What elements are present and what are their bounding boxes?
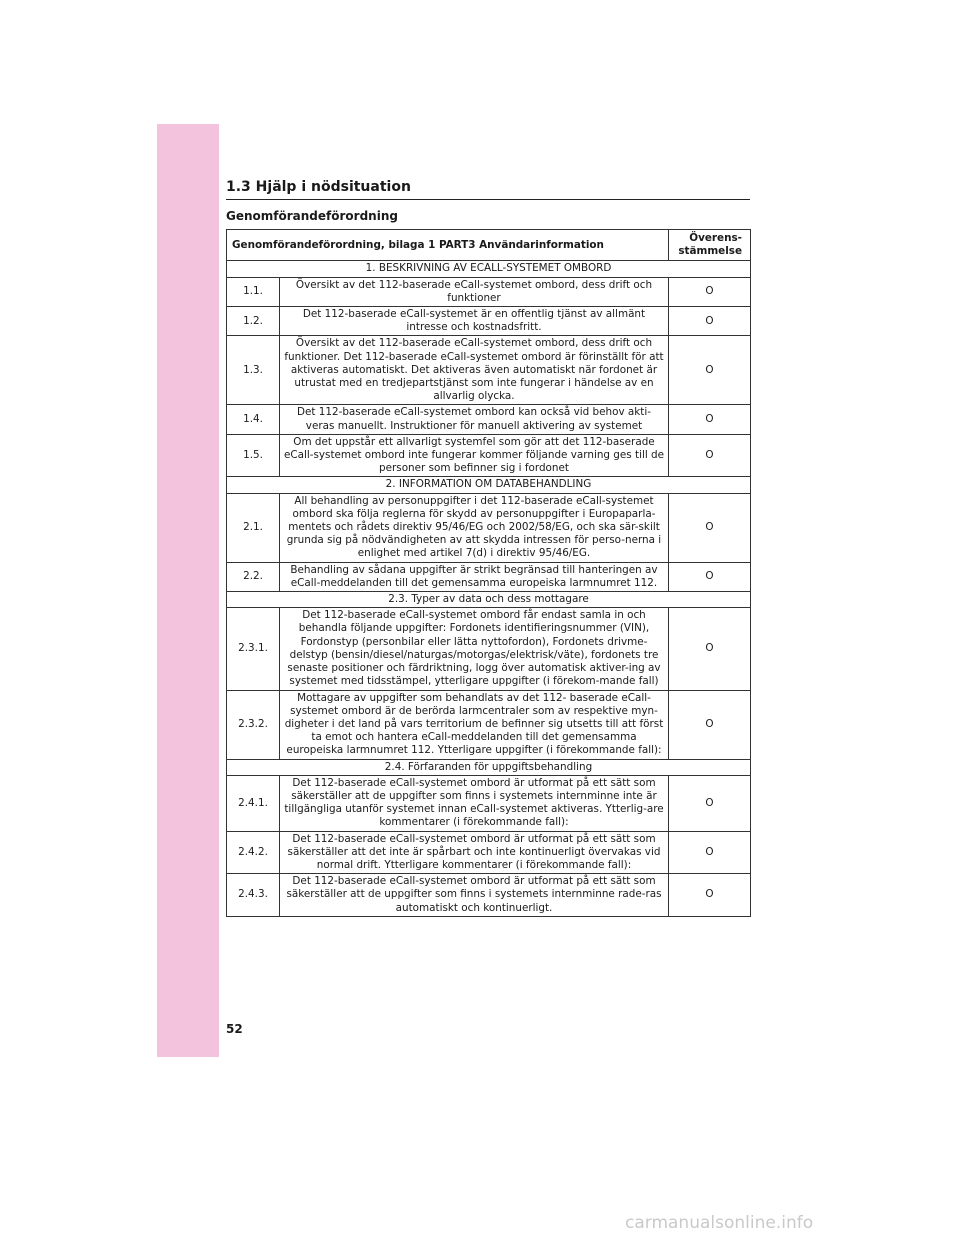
row-description: Behandling av sådana uppgifter är strikt begränsad till hanteringen av eCall-meddelanden till det gemensamma europeiska larmnumret 112.: [280, 562, 669, 591]
header-conformity-label: Överens- stämmelse: [678, 232, 742, 258]
section-heading: 2.3. Typer av data och dess mottagare: [227, 592, 751, 608]
table-row: [227, 307, 751, 336]
row-number: 2.3.1.: [227, 608, 280, 690]
table-header-row: [227, 230, 751, 261]
row-number: 2.4.1.: [227, 775, 280, 831]
section-heading: 1. BESKRIVNING AV ECALL-SYSTEMET OMBORD: [227, 261, 751, 277]
row-description: Mottagare av uppgifter som behandlats av det 112- baserade eCall-systemet ombord är de berörda larmcentraler som av respektive myn-digheter i det land på vars territorium de befinner sig utsetts till att först ta emot och hantera eCall-meddelanden till det gemensamma europeiska larmnumret 112. Ytterligare uppgifter (i förekommande fall):: [280, 690, 669, 759]
row-description: All behandling av personuppgifter i det 112-baserade eCall-systemet ombord ska följa reglerna för skydd av personuppgifter i Europaparla-mentets och rådets direktiv 95/46/EG och 2002/58/EG, och ska sär-skilt grunda sig på nödvändigheten av att skydda intressen för perso-nerna i enlighet med artikel 7(d) i direktiv 95/46/EG.: [280, 493, 669, 562]
document-heading: Genomförandeförordning: [226, 209, 398, 223]
row-conformity: O: [669, 608, 751, 690]
table-row: [227, 831, 751, 874]
row-conformity: O: [669, 775, 751, 831]
row-conformity: O: [669, 307, 751, 336]
row-conformity: O: [669, 831, 751, 874]
row-description: Det 112-baserade eCall-systemet ombord kan också vid behov akti-veras manuellt. Instruktioner för manuell aktivering av systemet: [280, 405, 669, 434]
row-number: 2.3.2.: [227, 690, 280, 759]
section-row: [227, 592, 751, 608]
section-row: [227, 759, 751, 775]
regulation-table: [226, 229, 751, 917]
row-number: 2.2.: [227, 562, 280, 591]
row-number: 1.4.: [227, 405, 280, 434]
watermark: carmanualsonline.info: [625, 1213, 814, 1233]
row-description: Det 112-baserade eCall-systemet ombord är utformat på ett sätt som säkerställer att de uppgifter som finns i systemets internminne rade-ras automatiskt och kontinuerligt.: [280, 874, 669, 917]
row-description: Det 112-baserade eCall-systemet ombord är utformat på ett sätt som säkerställer att de uppgifter som finns i systemets internminne inte är tillgängliga utanför systemet innan eCall-systemet aktiveras. Ytterlig-are kommentarer (i förekommande fall):: [280, 775, 669, 831]
row-description: Det 112-baserade eCall-systemet ombord får endast samla in och behandla följande uppgifter: Fordonets identifieringsnummer (VIN), Fordonstyp (personbilar eller lätta nyttofordon), Fordonets drivme-delstyp (bensin/diesel/naturgas/motorgas/elektrisk/väte), fordonets tre senaste positioner och färdriktning, logg över automatisk aktiver-ing av systemet med tidsstämpel, ytterligare uppgifter (i förekom-mande fall): [280, 608, 669, 690]
row-conformity: O: [669, 874, 751, 917]
section-row: [227, 477, 751, 493]
row-number: 2.4.2.: [227, 831, 280, 874]
row-number: 2.4.3.: [227, 874, 280, 917]
row-number: 1.3.: [227, 336, 280, 405]
table-row: [227, 336, 751, 405]
page-number: 52: [226, 1022, 243, 1036]
section-title: 1.3 Hjälp i nödsituation: [226, 179, 411, 195]
row-conformity: O: [669, 493, 751, 562]
row-description: Det 112-baserade eCall-systemet ombord är utformat på ett sätt som säkerställer att det inte är spårbart och inte kontinuerligt övervakas vid normal drift. Ytterligare kommentarer (i förekommande fall):: [280, 831, 669, 874]
table-row: [227, 874, 751, 917]
row-number: 1.5.: [227, 434, 280, 477]
row-description: Översikt av det 112-baserade eCall-systemet ombord, dess drift och funktioner. Det 112-baserade eCall-systemet ombord är förinställt för att aktiveras automatiskt. Det aktiveras även automatiskt när fordonet är utrustat med en tredjepartstjänst som inte fungerar i händelse av en allvarlig olycka.: [280, 336, 669, 405]
table-row: [227, 608, 751, 690]
chapter-side-tab: [157, 124, 219, 1057]
table-row: [227, 434, 751, 477]
table-row: [227, 405, 751, 434]
table-row: [227, 690, 751, 759]
row-conformity: O: [669, 690, 751, 759]
section-divider: [226, 199, 750, 200]
table-row: [227, 277, 751, 306]
row-conformity: O: [669, 405, 751, 434]
row-description: Det 112-baserade eCall-systemet är en offentlig tjänst av allmänt intresse och kostnadsfritt.: [280, 307, 669, 336]
row-conformity: O: [669, 277, 751, 306]
section-heading: 2. INFORMATION OM DATABEHANDLING: [227, 477, 751, 493]
row-number: 1.2.: [227, 307, 280, 336]
header-regulation: Genomförandeförordning, bilaga 1 PART3 Användarinformation: [227, 230, 669, 261]
row-number: 2.1.: [227, 493, 280, 562]
table-row: [227, 775, 751, 831]
row-description: Om det uppstår ett allvarligt systemfel som gör att det 112-baserade eCall-systemet ombord inte fungerar kommer följande varning ges till de personer som befinner sig i fordonet: [280, 434, 669, 477]
section-row: [227, 261, 751, 277]
table-body: [227, 261, 751, 916]
header-conformity: [669, 230, 751, 261]
section-heading: 2.4. Förfaranden för uppgiftsbehandling: [227, 759, 751, 775]
row-conformity: O: [669, 434, 751, 477]
table-row: [227, 493, 751, 562]
row-number: 1.1.: [227, 277, 280, 306]
table-row: [227, 562, 751, 591]
row-description: Översikt av det 112-baserade eCall-systemet ombord, dess drift och funktioner: [280, 277, 669, 306]
row-conformity: O: [669, 336, 751, 405]
row-conformity: O: [669, 562, 751, 591]
